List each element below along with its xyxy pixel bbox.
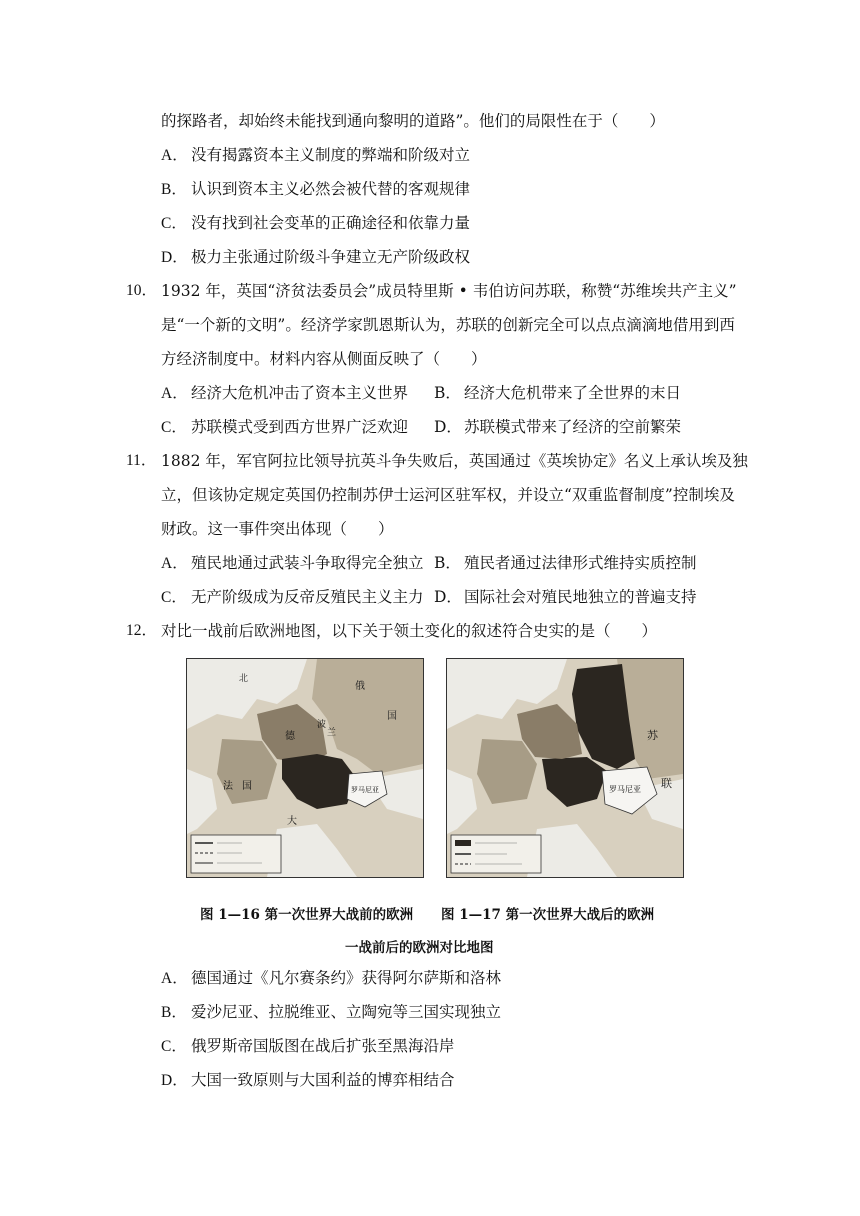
q10-option-c[interactable] <box>161 417 408 438</box>
q12-option-d-letter: D． <box>161 1072 188 1089</box>
q10-stem-line-1: 1932 年，英国“济贫法委员会”成员特里斯 • 韦伯访问苏联，称赞“苏维埃共产主义” <box>161 282 737 300</box>
q12-option-b[interactable] <box>161 1002 501 1023</box>
q9-option-d-letter: D． <box>161 249 188 266</box>
q12-option-d[interactable] <box>161 1070 455 1091</box>
q9-option-b-letter: B． <box>161 181 187 198</box>
q12-number: 12． <box>126 622 158 639</box>
q10-option-b[interactable] <box>434 383 681 403</box>
q9-stem-tail: 的探路者，却始终未能找到通向黎明的道路”。他们的局限性在于（ ） <box>161 112 665 130</box>
q10-option-d[interactable] <box>434 417 681 437</box>
q11-option-c[interactable] <box>161 587 424 608</box>
q11-option-a-letter: A． <box>161 555 188 572</box>
q9-option-c-letter: C． <box>161 215 187 232</box>
q12-option-c-letter: C． <box>161 1038 187 1055</box>
q9-option-b-text: 认识到资本主义必然会被代替的客观规律 <box>191 180 471 198</box>
q9-option-d[interactable] <box>161 247 470 268</box>
q11-option-c-text: 无产阶级成为反帝反殖民主义主力 <box>191 588 424 606</box>
q10-stem-line-3: 方经济制度中。材料内容从侧面反映了（ ） <box>161 350 487 368</box>
map-after-label-lian: 联 <box>661 777 672 790</box>
q10-stem-line-2: 是“一个新的文明”。经济学家凯恩斯认为，苏联的创新完全可以点点滴滴地借用到西 <box>161 316 735 334</box>
q12-stem: 对比一战前后欧洲地图，以下关于领土变化的叙述符合史实的是（ ） <box>161 622 658 640</box>
q11-option-c-letter: C． <box>161 589 187 606</box>
q11-option-b-letter: B． <box>434 554 461 572</box>
q12-option-b-letter: B． <box>161 1004 187 1021</box>
q11-option-b-text: 殖民者通过法律形式维持实质控制 <box>464 554 697 572</box>
q11-number: 11． <box>126 452 157 469</box>
map-before-label-guo2: 国 <box>242 781 252 792</box>
q12-option-b-text: 爱沙尼亚、拉脱维亚、立陶宛等三国实现独立 <box>191 1003 502 1021</box>
map-before-label-lan: 兰 <box>327 728 337 738</box>
q9-option-a-text: 没有揭露资本主义制度的弊端和阶级对立 <box>191 146 471 164</box>
map-before-label-north: 北 <box>239 674 249 684</box>
q11-stem-line-3: 财政。这一事件突出体现（ ） <box>161 520 394 538</box>
q10-option-b-text: 经济大危机带来了全世界的末日 <box>464 384 682 402</box>
map-before-label-russia: 俄 <box>355 681 365 692</box>
q9-option-c-text: 没有找到社会变革的正确途径和依靠力量 <box>191 214 471 232</box>
q9-option-a-letter: A． <box>161 147 188 164</box>
q12-option-d-text: 大国一致原则与大国利益的博弈相结合 <box>191 1071 455 1089</box>
map-before-label-bo: 波 <box>317 720 327 730</box>
q9-option-b[interactable] <box>161 179 470 200</box>
q10-option-b-letter: B． <box>434 384 461 402</box>
q10-option-d-text: 苏联模式带来了经济的空前繁荣 <box>464 418 682 436</box>
q11-option-d-letter: D． <box>434 588 462 606</box>
q10-option-a-text: 经济大危机冲击了资本主义世界 <box>191 384 409 402</box>
q11-stem-line-1: 1882 年，军官阿拉比领导抗英斗争失败后，英国通过《英埃协定》名义上承认埃及独 <box>161 452 748 470</box>
q11-stem-line-2: 立，但该协定规定英国仍控制苏伊士运河区驻军权，并设立“双重监督制度”控制埃及 <box>161 486 735 504</box>
q9-option-d-text: 极力主张通过阶级斗争建立无产阶级政权 <box>191 248 471 266</box>
q9-option-c[interactable] <box>161 213 470 234</box>
q10-option-a-letter: A． <box>161 385 188 402</box>
caption-map-after: 图 1—17 第一次世界大战后的欧洲 <box>441 907 655 923</box>
caption-map-before: 图 1—16 第一次世界大战前的欧洲 <box>200 907 414 923</box>
q12-option-a-text: 德国通过《凡尔赛条约》获得阿尔萨斯和洛林 <box>191 969 502 987</box>
map-after-wwi <box>446 658 684 878</box>
map-after-label-romania: 罗马尼亚 <box>609 785 641 794</box>
q11-option-d[interactable] <box>434 587 697 607</box>
map-before-label-de: 德 <box>285 731 295 742</box>
map-before-label-guo: 国 <box>387 711 397 722</box>
map-after-label-su: 苏 <box>647 729 658 742</box>
q11-option-b[interactable] <box>434 553 697 573</box>
q10-option-c-text: 苏联模式受到西方世界广泛欢迎 <box>191 418 409 436</box>
map-before-label-da: 大 <box>287 816 297 827</box>
map-before-wwi <box>186 658 424 878</box>
map-before-label-romania: 罗马尼亚 <box>351 786 379 794</box>
q11-option-d-text: 国际社会对殖民地独立的普遍支持 <box>464 588 697 606</box>
q12-option-c-text: 俄罗斯帝国版图在战后扩张至黑海沿岸 <box>191 1037 455 1055</box>
q10-option-a[interactable] <box>161 383 408 404</box>
q10-option-d-letter: D． <box>434 418 462 436</box>
q9-option-a[interactable] <box>161 145 470 166</box>
q10-option-c-letter: C． <box>161 419 187 436</box>
q12-option-c[interactable] <box>161 1036 455 1057</box>
q12-option-a[interactable] <box>161 968 501 989</box>
q11-option-a[interactable] <box>161 553 424 574</box>
q11-option-a-text: 殖民地通过武装斗争取得完全独立 <box>191 554 424 572</box>
q12-option-a-letter: A． <box>161 970 188 987</box>
map-before-label-fa: 法 <box>223 781 233 792</box>
caption-main: 一战前后的欧洲对比地图 <box>345 940 494 956</box>
q10-number: 10． <box>126 282 158 299</box>
